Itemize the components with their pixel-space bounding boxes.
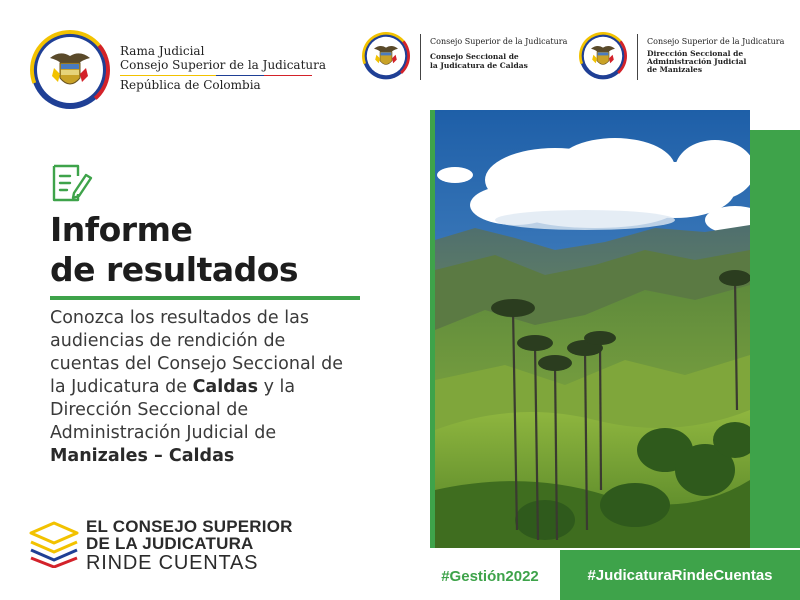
brand-line3: RINDE CUENTAS (86, 552, 259, 574)
rama-judicial-seal (30, 30, 110, 110)
title-line1: Informe (50, 210, 193, 249)
manizales-seal (579, 32, 627, 80)
hashtag-gestion: #Gestión2022 (441, 567, 539, 585)
rama-line1: Rama Judicial (120, 44, 205, 58)
rama-divider (120, 75, 312, 76)
caldas-divider (420, 34, 421, 80)
manizales-line2: Dirección Seccional de (647, 49, 744, 58)
brand-line2: DE LA JUDICATURA (86, 534, 254, 553)
desc-part1: Conozca los resultados de las audiencias de rendición de cuentas del Consejo Seccional de la Judicatura de (50, 308, 343, 397)
landscape-photo (435, 110, 750, 548)
rama-line3: República de Colombia (120, 78, 261, 92)
desc-bold2: Manizales – Caldas (50, 446, 235, 466)
rama-line2: Consejo Superior de la Judicatura (120, 58, 327, 72)
brand-line1: EL CONSEJO SUPERIOR (86, 517, 293, 536)
desc-bold1: Caldas (192, 377, 258, 397)
stacked-chevrons-icon (28, 520, 80, 572)
desc-part2: y la Dirección Seccional de Administración Judicial de (50, 377, 296, 443)
description (50, 307, 350, 468)
page-title (50, 210, 298, 290)
caldas-logo-text (430, 37, 567, 70)
manizales-line3: Administración Judicial (647, 57, 747, 66)
hashtag-rinde-cuentas: #JudicaturaRindeCuentas (560, 550, 800, 600)
manizales-logo-text (647, 37, 784, 74)
caldas-seal (362, 32, 410, 80)
manizales-line1: Consejo Superior de la Judicatura (647, 37, 785, 46)
rinde-cuentas-brand (86, 518, 293, 574)
manizales-line4: de Manizales (647, 65, 703, 74)
caldas-line2: Consejo Seccional de (430, 52, 519, 61)
title-underline (50, 296, 360, 300)
caldas-line1: Consejo Superior de la Judicatura (430, 37, 568, 46)
document-edit-icon (50, 163, 96, 207)
rama-judicial-text (120, 44, 326, 92)
title-line2: de resultados (50, 250, 299, 289)
manizales-divider (637, 34, 638, 80)
green-accent-block (750, 130, 800, 548)
caldas-line3: la Judicatura de Caldas (430, 61, 528, 70)
